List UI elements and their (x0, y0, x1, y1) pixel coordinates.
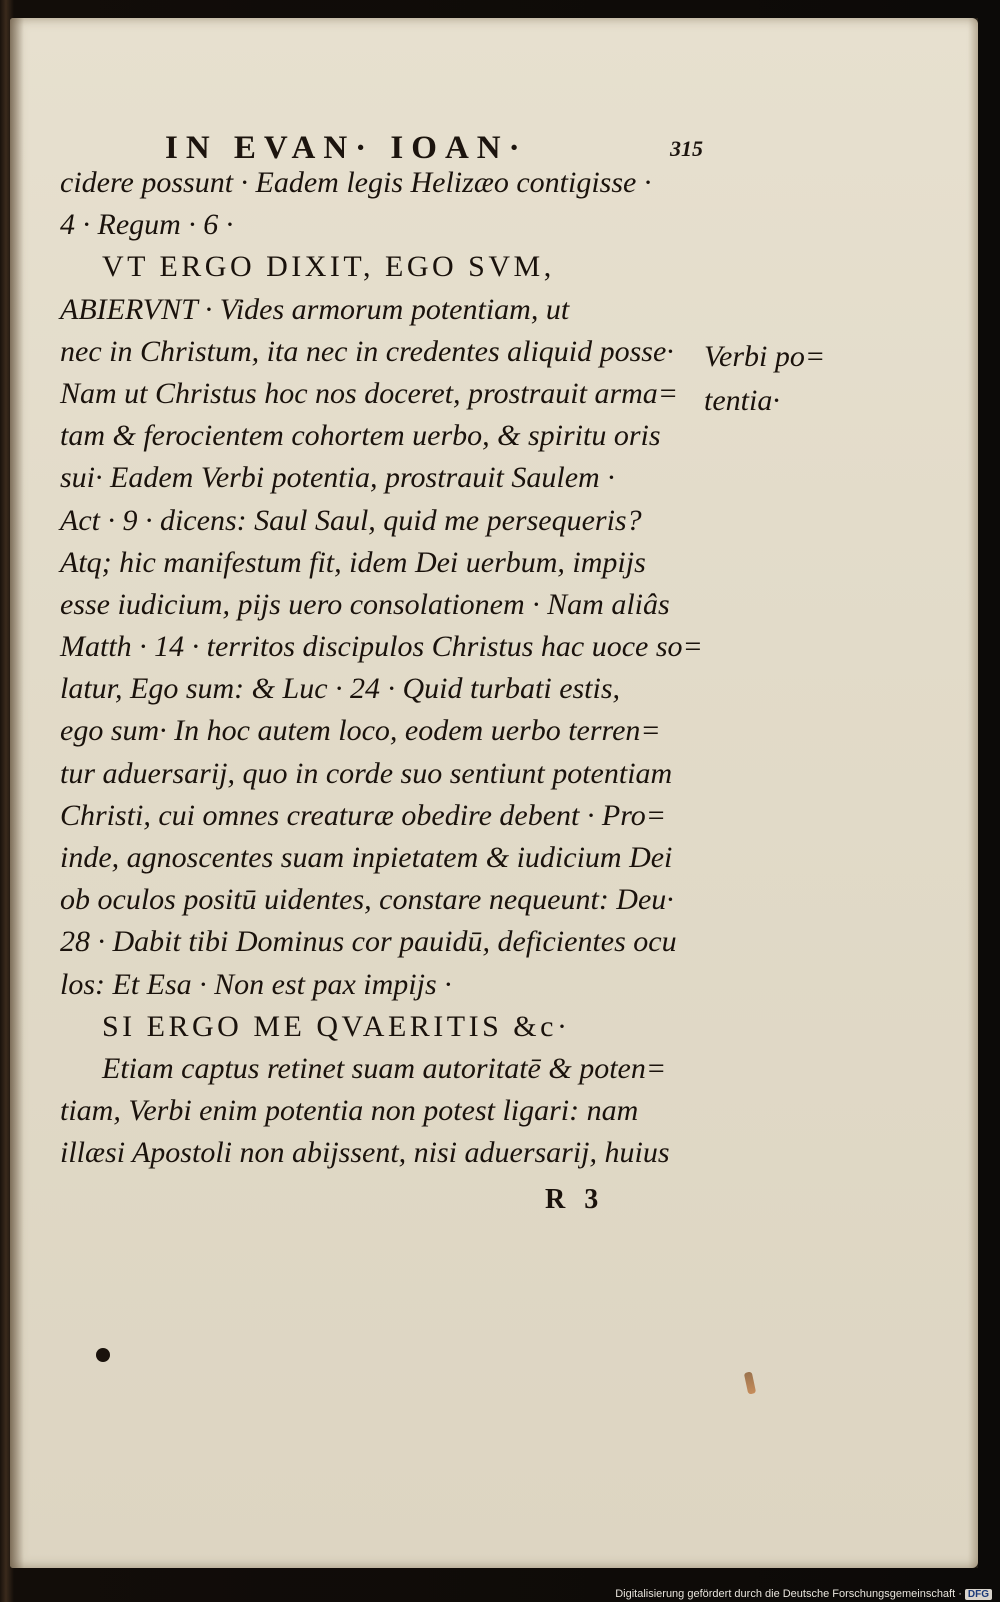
text-line: 28 · Dabit tibi Dominus cor pauidū, deficientes ocu (60, 925, 677, 959)
text-line: VT ERGO DIXIT, EGO SVM, (102, 250, 555, 284)
text-line: ego sum· In hoc autem loco, eodem uerbo terren= (60, 714, 661, 748)
text-line: ABIERVNT · Vides armorum potentiam, ut (60, 292, 570, 326)
margin-note-line: Verbi po= (704, 340, 826, 373)
text-line: esse iudicium, pijs uero consolationem · Nam aliâs (60, 587, 670, 621)
page-number: 315 (670, 136, 703, 161)
running-head: IN EVAN· IOAN· (165, 130, 528, 166)
text-line: Act · 9 · dicens: Saul Saul, quid me persequeris? (60, 503, 642, 537)
text-line: los: Et Esa · Non est pax impijs · (60, 967, 452, 1001)
text-line: Christi, cui omnes creaturæ obedire debent · Pro= (60, 798, 667, 832)
text-line: Matth · 14 · territos discipulos Christus hac uoce so= (60, 630, 703, 664)
text-line: cidere possunt · Eadem legis Helizæo contigisse · (60, 166, 652, 199)
main-text-block (60, 162, 703, 1175)
text-line: nec in Christum, ita nec in credentes aliquid posse· (60, 334, 674, 368)
text-line: tur aduersarij, quo in corde suo sentiunt potentiam (60, 756, 673, 790)
text-line: tam & ferocientem cohortem uerbo, & spiritu oris (60, 419, 661, 453)
footer-text: Digitalisierung gefördert durch die Deutsche Forschungsgemeinschaft · (615, 1588, 962, 1600)
text-line: inde, agnoscentes suam inpietatem & iudicium Dei (60, 841, 673, 874)
dfg-logo: DFG (965, 1589, 992, 1600)
text-line: SI ERGO ME QVAERITIS &c· (102, 1009, 571, 1043)
text-line: Atq; hic manifestum fit, idem Dei uerbum, impijs (60, 545, 646, 579)
ink-blot (96, 1348, 110, 1362)
text-line: Nam ut Christus hoc nos doceret, prostrauit arma= (60, 376, 679, 410)
margin-note-line: tentia· (704, 384, 780, 417)
text-line: 4 · Regum · 6 · (60, 208, 234, 242)
text-line: ob oculos positū uidentes, constare nequeunt: Deu· (60, 883, 674, 917)
text-line: sui· Eadem Verbi potentia, prostrauit Saulem · (60, 461, 615, 495)
text-line: illæsi Apostoli non abijssent, nisi aduersarij, huius (60, 1136, 670, 1170)
signature-mark: R 3 (545, 1184, 605, 1215)
text-line: Etiam captus retinet suam autoritatē & poten= (102, 1051, 667, 1085)
footer-credit (615, 1588, 992, 1600)
margin-note (704, 335, 825, 423)
text-line: tiam, Verbi enim potentia non potest ligari: nam (60, 1094, 639, 1128)
text-line: latur, Ego sum: & Luc · 24 · Quid turbati estis, (60, 672, 621, 706)
